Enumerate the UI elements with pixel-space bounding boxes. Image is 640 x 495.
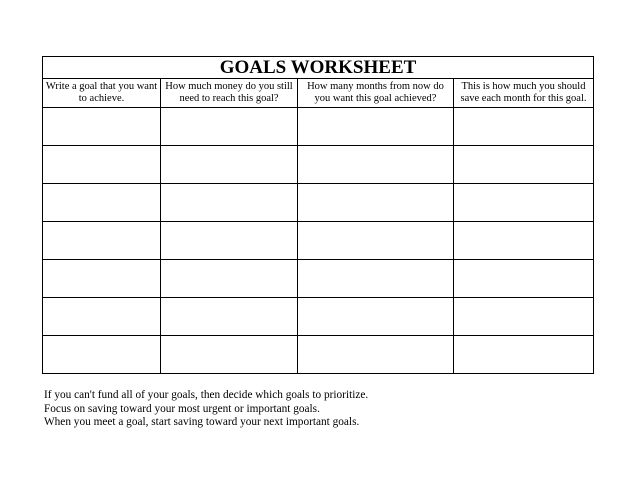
goals-worksheet-table (42, 56, 594, 374)
column-header-money-needed: How much money do you still need to reach this goal? (161, 79, 298, 108)
empty-cell[interactable] (161, 260, 298, 298)
table-row (43, 336, 594, 374)
table-row (43, 108, 594, 146)
column-header-months: How many months from now do you want this goal achieved? (298, 79, 454, 108)
empty-cell[interactable] (298, 108, 454, 146)
empty-cell[interactable] (454, 108, 594, 146)
empty-cell[interactable] (43, 260, 161, 298)
empty-cell[interactable] (161, 298, 298, 336)
empty-cell[interactable] (161, 184, 298, 222)
note-line: When you meet a goal, start saving toward your next important goals. (44, 416, 360, 428)
column-header-goal: Write a goal that you want to achieve. (43, 79, 161, 108)
empty-cell[interactable] (454, 146, 594, 184)
empty-cell[interactable] (298, 260, 454, 298)
empty-cell[interactable] (43, 336, 161, 374)
empty-cell[interactable] (43, 298, 161, 336)
empty-cell[interactable] (43, 146, 161, 184)
empty-cell[interactable] (161, 108, 298, 146)
empty-cell[interactable] (43, 222, 161, 260)
empty-cell[interactable] (298, 298, 454, 336)
worksheet-notes (44, 389, 368, 430)
empty-cell[interactable] (43, 108, 161, 146)
column-header-monthly-savings: This is how much you should save each month for this goal. (454, 79, 594, 108)
empty-cell[interactable] (161, 336, 298, 374)
empty-cell[interactable] (454, 260, 594, 298)
empty-cell[interactable] (454, 184, 594, 222)
table-row (43, 146, 594, 184)
note-line: Focus on saving toward your most urgent or important goals. (44, 402, 320, 415)
table-row (43, 222, 594, 260)
empty-cell[interactable] (43, 184, 161, 222)
empty-cell[interactable] (161, 146, 298, 184)
empty-cell[interactable] (454, 222, 594, 260)
empty-cell[interactable] (454, 336, 594, 374)
empty-cell[interactable] (298, 146, 454, 184)
note-line: If you can't fund all of your goals, then decide which goals to prioritize. (44, 389, 369, 401)
empty-cell[interactable] (298, 336, 454, 374)
worksheet-title: GOALS WORKSHEET (43, 57, 594, 79)
empty-cell[interactable] (298, 222, 454, 260)
table-row (43, 298, 594, 336)
table-row (43, 260, 594, 298)
table-row (43, 184, 594, 222)
empty-cell[interactable] (161, 222, 298, 260)
empty-cell[interactable] (454, 298, 594, 336)
empty-cell[interactable] (298, 184, 454, 222)
